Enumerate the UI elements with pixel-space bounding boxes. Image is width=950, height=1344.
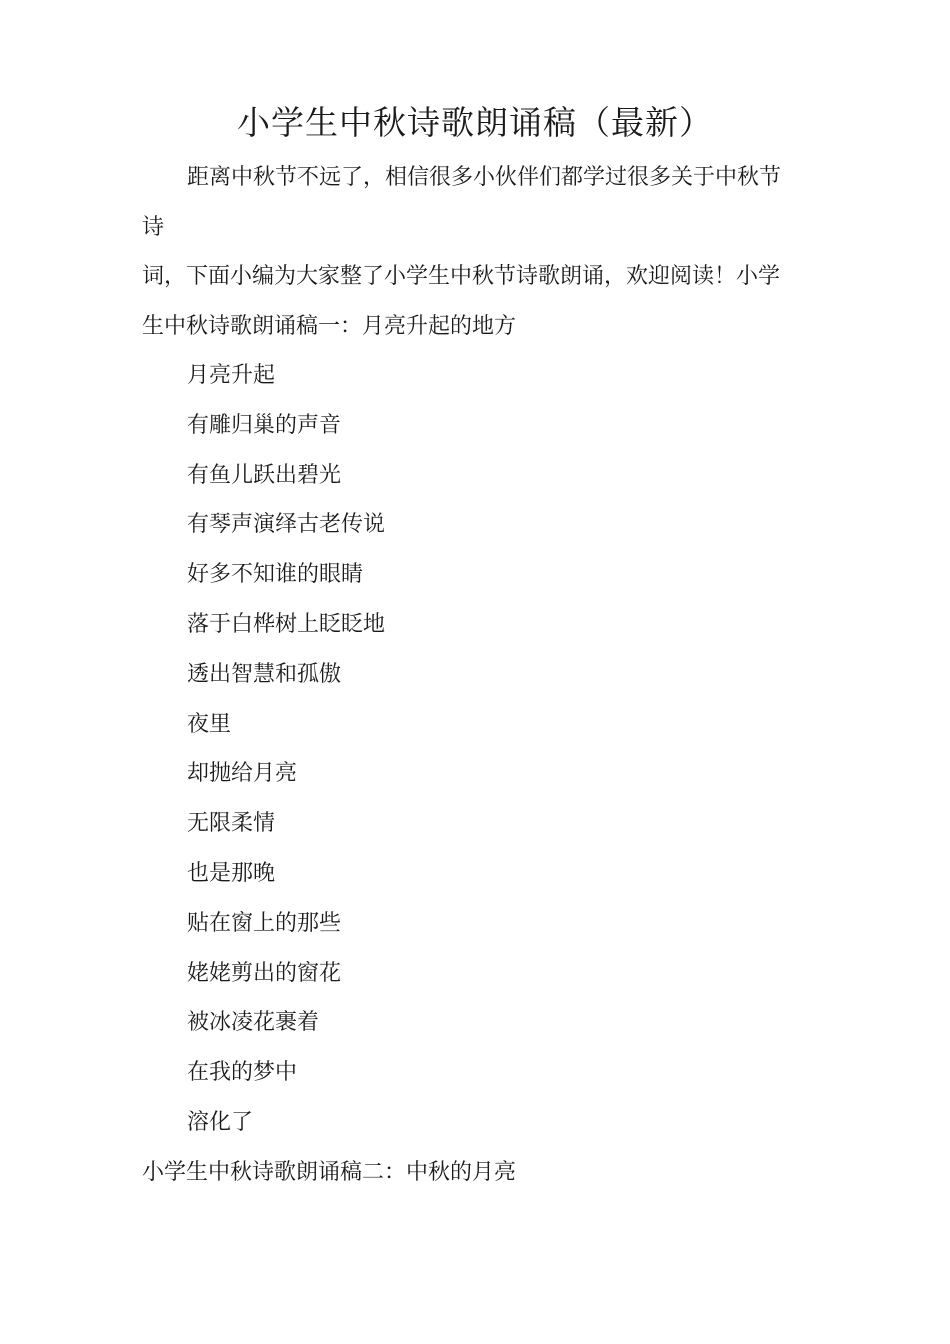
poem-line: 有琴声演绎古老传说 [187,512,386,538]
poem-line: 有雕归巢的声音 [187,412,342,438]
intro-line-4: 生中秋诗歌朗诵稿一：月亮升起的地方 [142,314,517,339]
document-title: 小学生中秋诗歌朗诵稿（最新） [237,103,713,142]
intro-line-2: 诗 [142,215,165,240]
poem-line: 无限柔情 [187,811,276,837]
poem-line: 透出智慧和孤傲 [187,661,342,687]
poem-line: 落于白桦树上眨眨地 [187,611,386,637]
poem-line: 姥姥剪出的窗花 [187,960,342,986]
poem-line: 有鱼儿跃出碧光 [187,462,342,488]
poem-line: 也是那晚 [187,860,276,886]
poem-line: 月亮升起 [187,363,276,388]
poem-line: 却抛给月亮 [187,761,298,787]
poem-line: 好多不知谁的眼睛 [187,562,364,588]
poem-line: 被冰凌花裹着 [187,1010,320,1036]
section-two-heading: 小学生中秋诗歌朗诵稿二：中秋的月亮 [142,1160,517,1185]
poem-line: 在我的梦中 [187,1060,298,1086]
poem-line: 夜里 [187,711,232,737]
poem-line: 溶化了 [187,1109,254,1135]
poem-one [187,361,385,1158]
intro-line-1: 距离中秋节不远了，相信很多小伙伴们都学过很多关于中秋节 [187,165,782,190]
intro-line-3: 词，下面小编为大家整了小学生中秋节诗歌朗诵，欢迎阅读！小学 [142,264,781,289]
poem-line: 贴在窗上的那些 [187,910,342,936]
